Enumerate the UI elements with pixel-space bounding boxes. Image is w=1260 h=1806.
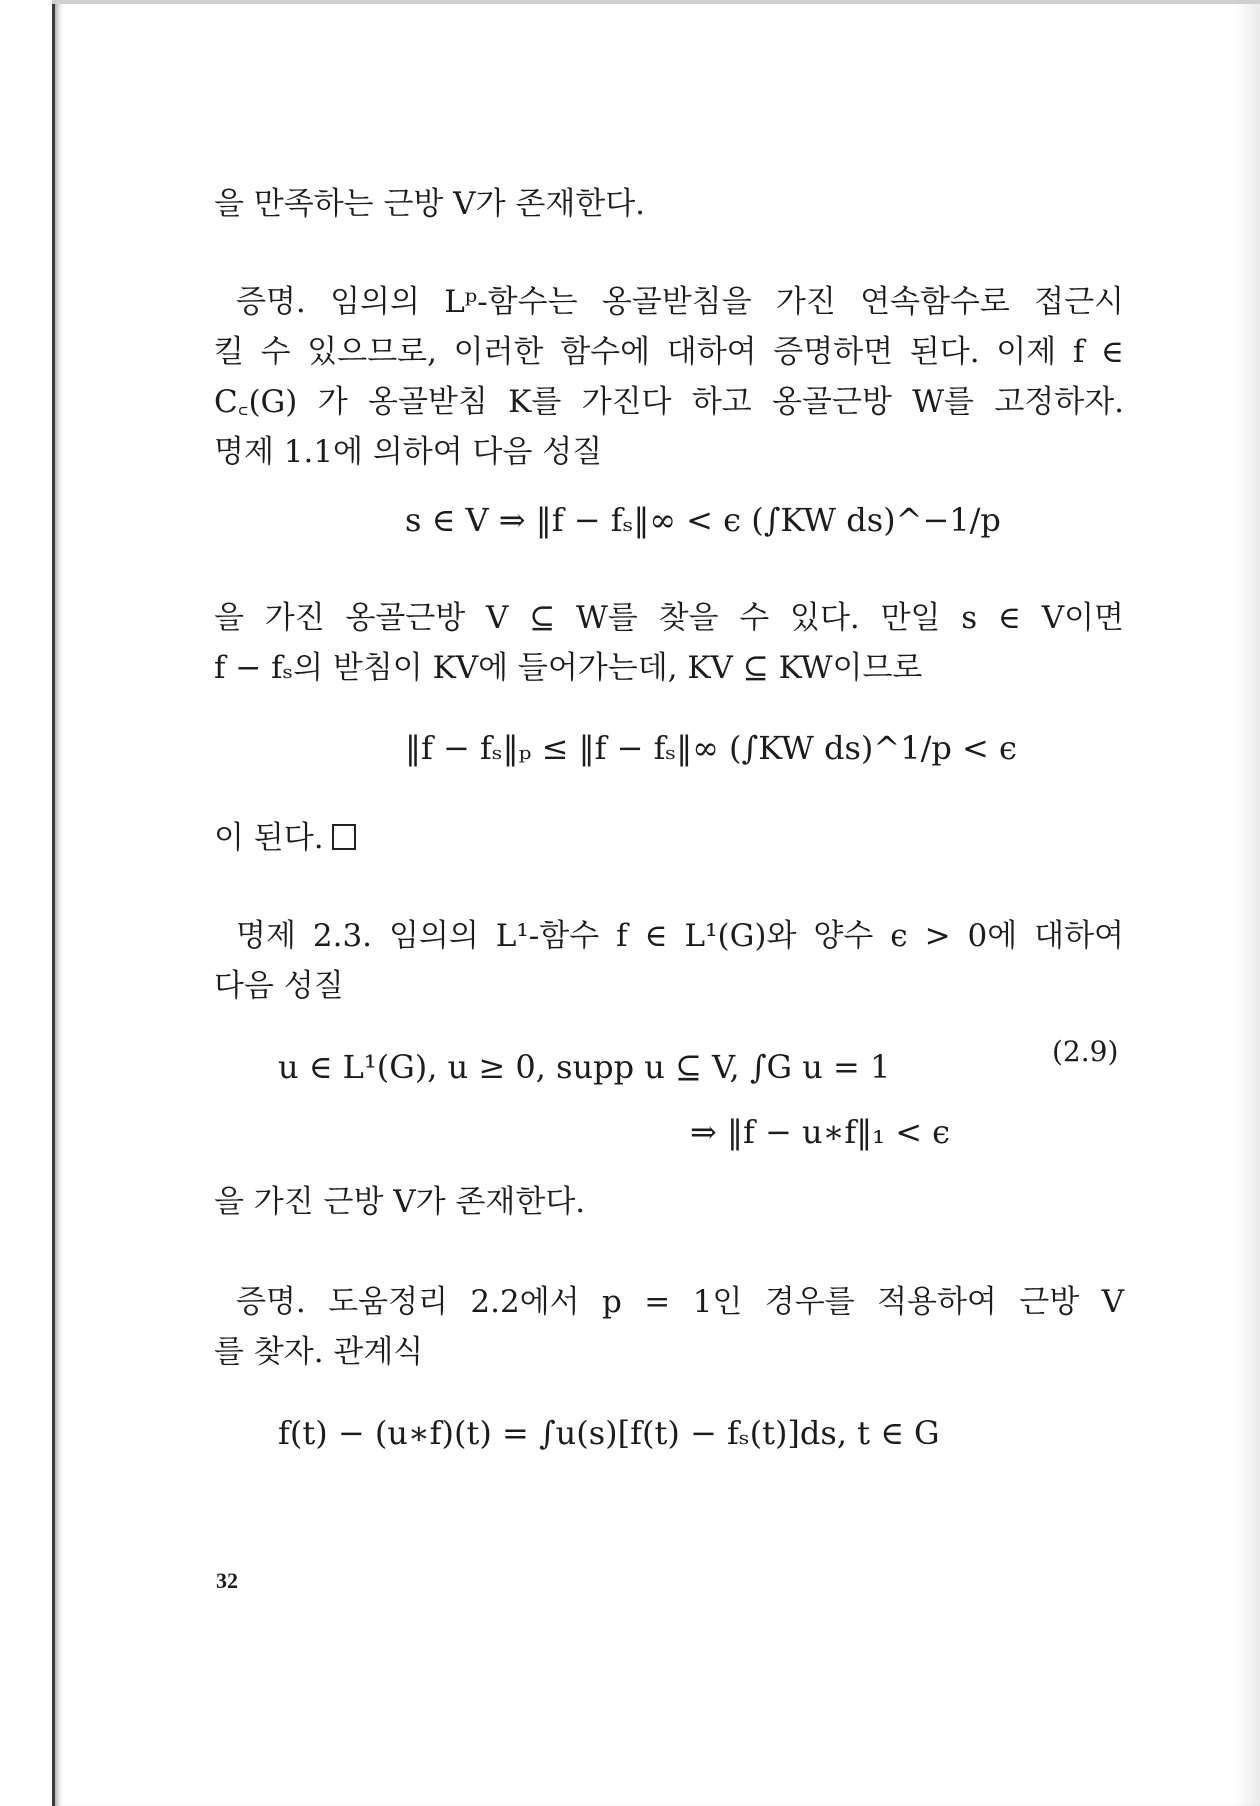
qed-box-icon (332, 824, 356, 850)
proposition-line: 명제 2.3. 임의의 L¹-함수 f ∈ L¹(G)와 양수 ϵ > 0에 대하여 (236, 918, 1124, 954)
equation-2: ‖f − fₛ‖ₚ ≤ ‖f − fₛ‖∞ (∫KW ds)^1/p < ϵ (405, 729, 1017, 767)
proposition-line: 다음 성질 (214, 968, 344, 1004)
proof-end-line: 이 된다. (214, 818, 1124, 858)
equation-4: f(t) − (u∗f)(t) = ∫u(s)[f(t) − fₛ(t)]ds, t ∈ G (278, 1414, 940, 1452)
page-number: 32 (216, 1568, 238, 1593)
text-line: 을 가진 근방 V가 존재한다. (214, 1184, 586, 1220)
equation-number: (2.9) (1052, 1035, 1119, 1068)
proof-line: 명제 1.1에 의하여 다음 성질 (214, 434, 603, 470)
text-line: 을 만족하는 근방 V가 존재한다. (214, 186, 646, 222)
proof-line: 증명. 임의의 Lᵖ-함수는 옹골받침을 가진 연속함수로 접근시 (236, 284, 1124, 320)
proof-line: 증명. 도움정리 2.2에서 p = 1인 경우를 적용하여 근방 V (236, 1284, 1124, 1320)
equation-3-implication: ⇒ ‖f − u∗f‖₁ < ϵ (690, 1113, 951, 1151)
equation-1: s ∈ V ⇒ ‖f − fₛ‖∞ < ϵ (∫KW ds)^−1/p (405, 501, 1001, 539)
equation-3: u ∈ L¹(G), u ≥ 0, supp u ⊆ V, ∫G u = 1 (278, 1048, 891, 1086)
proof-line: f − fₛ의 받침이 KV에 들어가는데, KV ⊆ KW이므로 (214, 650, 923, 686)
page-top-edge (52, 0, 1260, 4)
proof-line: 를 찾자. 관계식 (214, 1334, 424, 1370)
page (52, 0, 1260, 1806)
proof-line: C꜀(G) 가 옹골받침 K를 가진다 하고 옹골근방 W를 고정하자. (214, 384, 1124, 420)
proof-line: 을 가진 옹골근방 V ⊆ W를 찾을 수 있다. 만일 s ∈ V이면 (214, 600, 1124, 636)
proof-line: 킬 수 있으므로, 이러한 함수에 대하여 증명하면 된다. 이제 f ∈ (214, 334, 1124, 370)
